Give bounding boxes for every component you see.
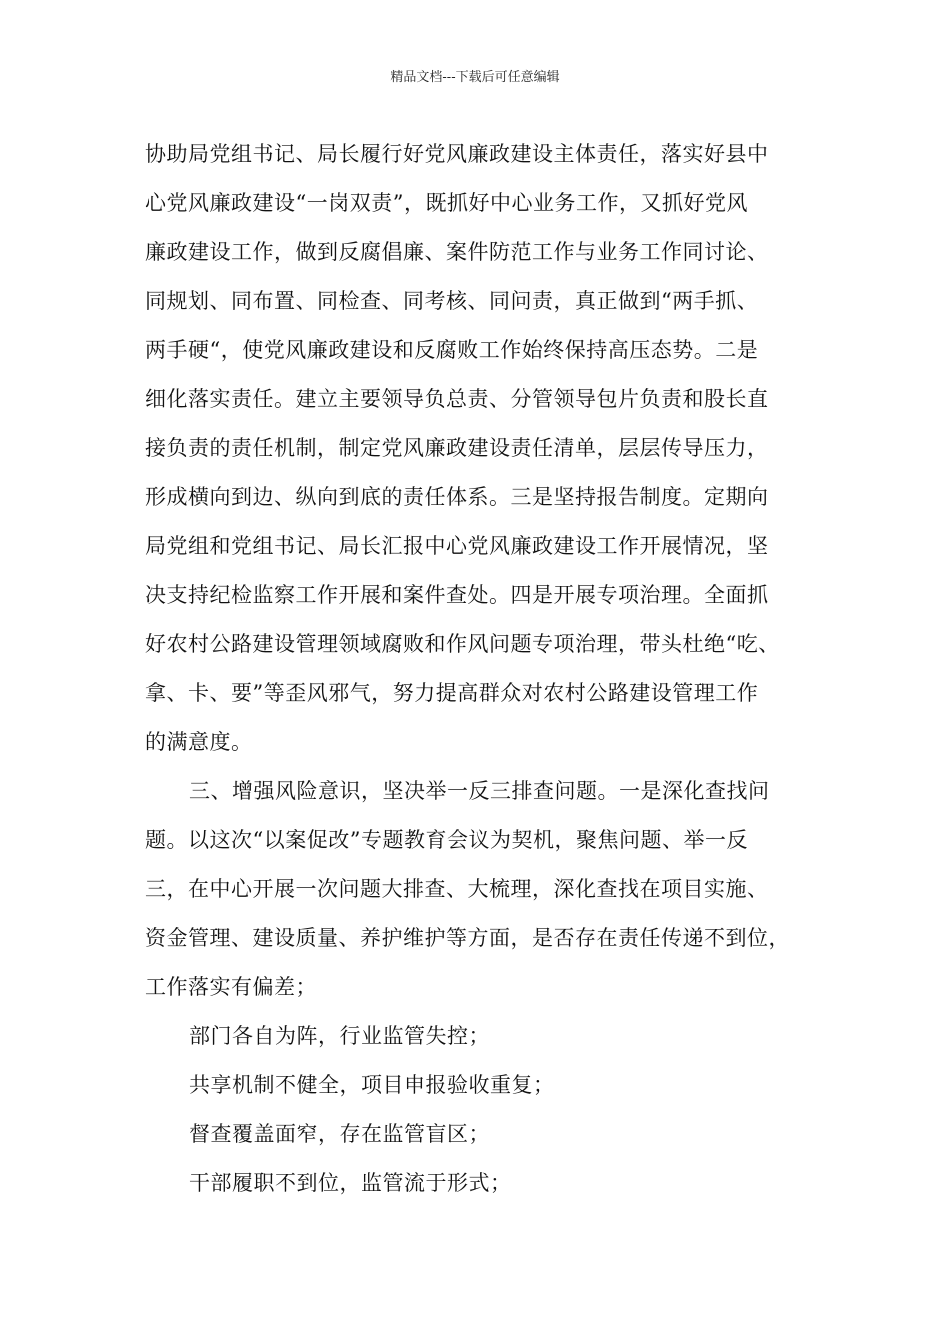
text-line: 三，在中心开展一次问题大排查、大梳理，深化查找在项目实施、 [145, 877, 769, 901]
text-line: 同规划、同布置、同检查、同考核、同问责，真正做到“两手抓、 [145, 289, 759, 313]
text-line: 三、增强风险意识，坚决举一反三排查问题。一是深化查找问 [189, 779, 770, 803]
text-line: 廉政建设工作，做到反腐倡廉、案件防范工作与业务工作同讨论、 [145, 240, 769, 264]
page-header: 精品文档---下载后可任意编辑 [390, 70, 560, 85]
text-line: 拿、卡、要”等歪风邪气，努力提高群众对农村公路建设管理工作 [145, 681, 759, 705]
text-line: 干部履职不到位，监管流于形式； [189, 1171, 512, 1195]
text-line: 局党组和党组书记、局长汇报中心党风廉政建设工作开展情况，坚 [145, 534, 769, 558]
text-line: 的满意度。 [145, 730, 253, 754]
text-line: 协助局党组书记、局长履行好党风廉政建设主体责任，落实好县中 [145, 142, 769, 166]
text-line: 两手硬“，使党风廉政建设和反腐败工作始终保持高压态势。二是 [145, 338, 759, 362]
text-line: 共享机制不健全，项目申报验收重复； [189, 1073, 555, 1097]
text-line: 好农村公路建设管理领域腐败和作风问题专项治理，带头杜绝“吃、 [145, 632, 780, 656]
text-line: 接负责的责任机制，制定党风廉政建设责任清单，层层传导压力， [145, 436, 769, 460]
text-line: 资金管理、建设质量、养护维护等方面，是否存在责任传递不到位， [145, 926, 790, 950]
text-line: 题。以这次“以案促改”专题教育会议为契机，聚焦问题、举一反 [145, 828, 748, 852]
document-body [145, 130, 835, 1208]
text-line: 督查覆盖面窄，存在监管盲区； [189, 1122, 490, 1146]
text-line: 部门各自为阵，行业监管失控； [189, 1024, 490, 1048]
text-line: 形成横向到边、纵向到底的责任体系。三是坚持报告制度。定期向 [145, 485, 769, 509]
text-line: 细化落实责任。建立主要领导负总责、分管领导包片负责和股长直 [145, 387, 769, 411]
text-line: 决支持纪检监察工作开展和案件查处。四是开展专项治理。全面抓 [145, 583, 769, 607]
text-line: 工作落实有偏差； [145, 975, 317, 999]
text-line: 心党风廉政建设“一岗双责”，既抓好中心业务工作，又抓好党风 [145, 191, 748, 215]
